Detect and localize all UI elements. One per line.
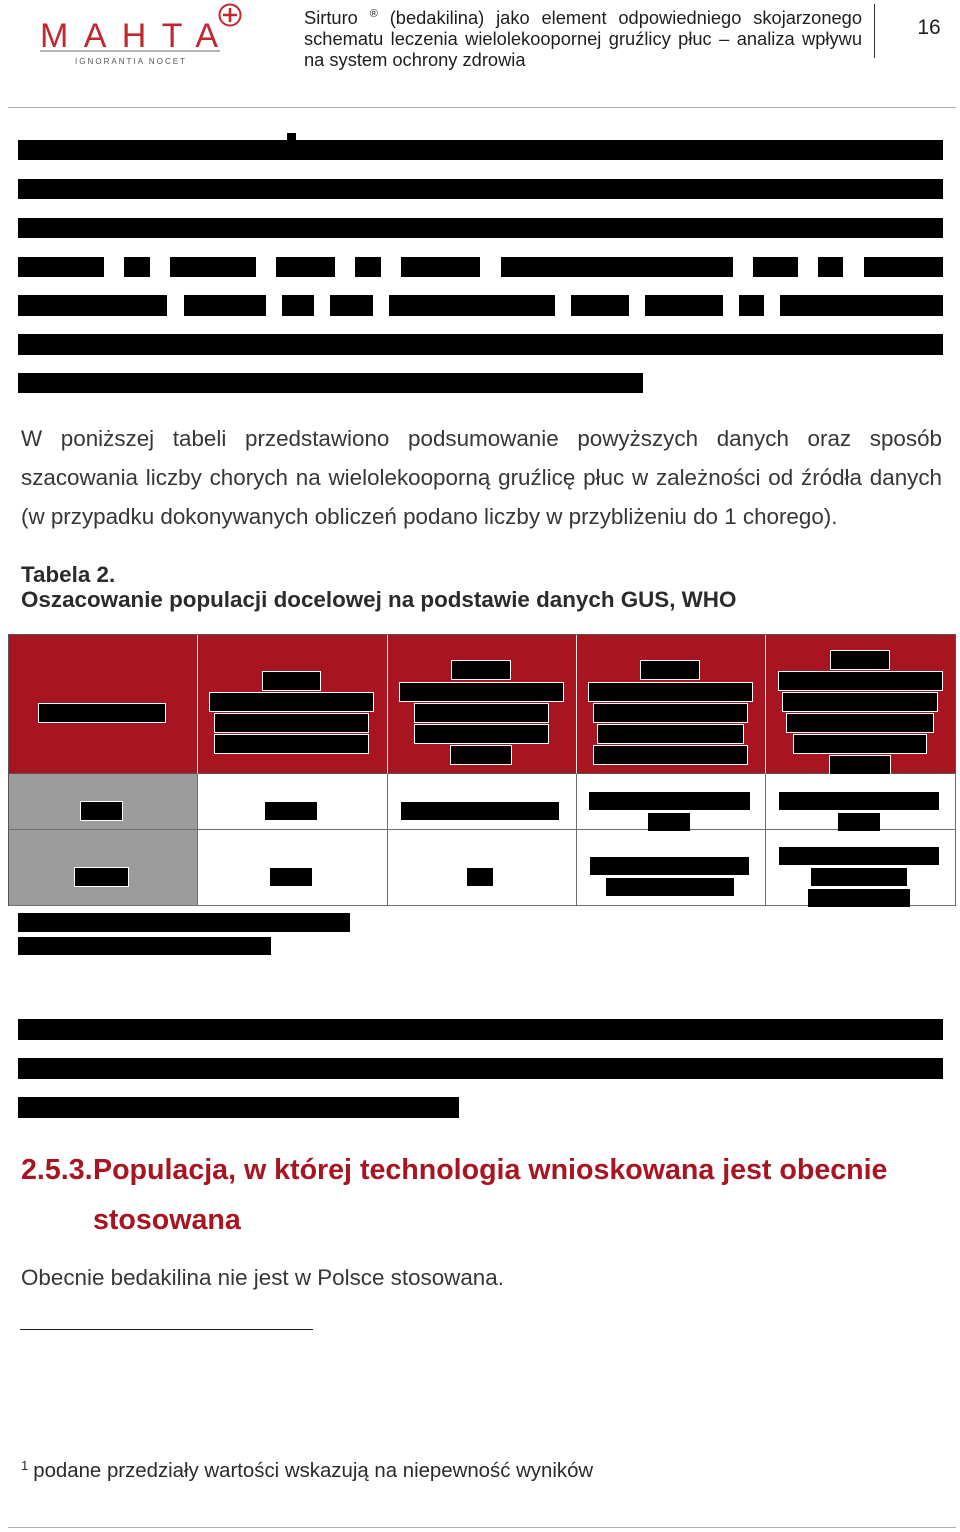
table-cell: [198, 774, 388, 830]
running-title-line: [304, 7, 862, 28]
table-caption-label: Tabela 2.: [21, 562, 116, 587]
product-name: Sirturo: [304, 7, 358, 28]
table-cell: [388, 830, 577, 906]
footnote-separator: [20, 1329, 313, 1330]
header-rule: [8, 107, 956, 108]
table-header-cell: [577, 635, 766, 774]
section-number: 2.5.3.: [21, 1154, 93, 1186]
redaction-bar: [18, 937, 271, 955]
table-caption-title: Oszacowanie populacji docelowej na podstawie danych GUS, WHO: [21, 587, 737, 612]
redaction-bar: [753, 257, 798, 277]
redaction-bar: [18, 218, 943, 238]
table-cell: [577, 830, 766, 906]
redaction-bar: [18, 1097, 459, 1118]
running-title-line: schematu leczenia wielolekoopornej gruźlicy płuc – analiza wpływu: [304, 28, 862, 49]
intro-paragraph: W poniższej tabeli przedstawiono podsumowanie powyższych danych oraz sposób szacowania liczby chorych na wielolekooporną gruźlicę płuc w zależności od źródła danych (w przypadku dokonywanych obliczeń podano liczby w przybliżeniu do 1 chorego).: [21, 426, 942, 529]
redaction-bar: [18, 1019, 943, 1040]
redaction-bar: [18, 179, 943, 199]
mahta-logo: [0, 0, 260, 72]
redaction-bar: [355, 257, 381, 277]
redaction-bar: [739, 295, 764, 316]
table-header-cell: [388, 635, 577, 774]
logo-wordmark: MAHTA: [40, 17, 218, 55]
logo-tagline: IGNORANTIA NOCET: [75, 57, 185, 66]
section-title: Populacja, w której technologia wnioskowana jest obecnie stosowana: [93, 1154, 888, 1236]
redaction-bar: [287, 133, 296, 141]
redaction-bar: [18, 257, 104, 277]
table-row-header-cell: [9, 774, 198, 830]
redaction-bar: [571, 295, 629, 316]
table-cell: [577, 774, 766, 830]
redaction-bar: [389, 295, 555, 316]
redaction-bar: [780, 295, 943, 316]
table-caption: [21, 562, 944, 612]
section-heading: [21, 1145, 944, 1245]
table-header-cell: [198, 635, 388, 774]
table-cell: [766, 830, 956, 906]
redaction-bar: [18, 334, 943, 355]
redaction-bar: [18, 913, 350, 932]
redaction-bar: [170, 257, 256, 277]
redaction-bar: [864, 257, 943, 277]
redaction-bar: [330, 295, 373, 316]
medical-cross-icon: [220, 5, 241, 26]
redaction-bar: [184, 295, 266, 316]
redaction-bar: [818, 257, 843, 277]
redaction-bar: [124, 257, 150, 277]
table-cell: [198, 830, 388, 906]
header-divider: [874, 4, 875, 58]
section-text: Obecnie bedakilina nie jest w Polsce stosowana.: [21, 1265, 504, 1290]
redaction-bar: [501, 257, 733, 277]
redaction-bar: [645, 295, 723, 316]
footnote: [21, 1459, 944, 1485]
page-number: 16: [917, 16, 941, 39]
redaction-bar: [18, 373, 643, 393]
footer-rule: [8, 1527, 956, 1528]
redaction-bar: [276, 257, 335, 277]
redaction-bar: [18, 295, 167, 316]
registered-mark: ®: [369, 7, 378, 20]
redaction-bar: [18, 1058, 943, 1079]
table-row-header-cell: [9, 830, 198, 906]
population-table: [8, 634, 956, 906]
table-header-cell: [766, 635, 956, 774]
footnote-marker: 1: [21, 1458, 29, 1473]
footnote-text: podane przedziały wartości wskazują na niepewność wyników: [33, 1460, 594, 1482]
running-title: [304, 7, 862, 70]
redaction-bar: [282, 295, 314, 316]
table-cell: [766, 774, 956, 830]
table-header-cell: [9, 635, 198, 774]
running-title-line: na system ochrony zdrowia: [304, 49, 526, 70]
table-cell: [388, 774, 577, 830]
running-title-text: (bedakilina) jako element odpowiedniego skojarzonego: [389, 7, 862, 28]
redaction-bar: [401, 257, 480, 277]
redaction-bar: [18, 140, 943, 160]
